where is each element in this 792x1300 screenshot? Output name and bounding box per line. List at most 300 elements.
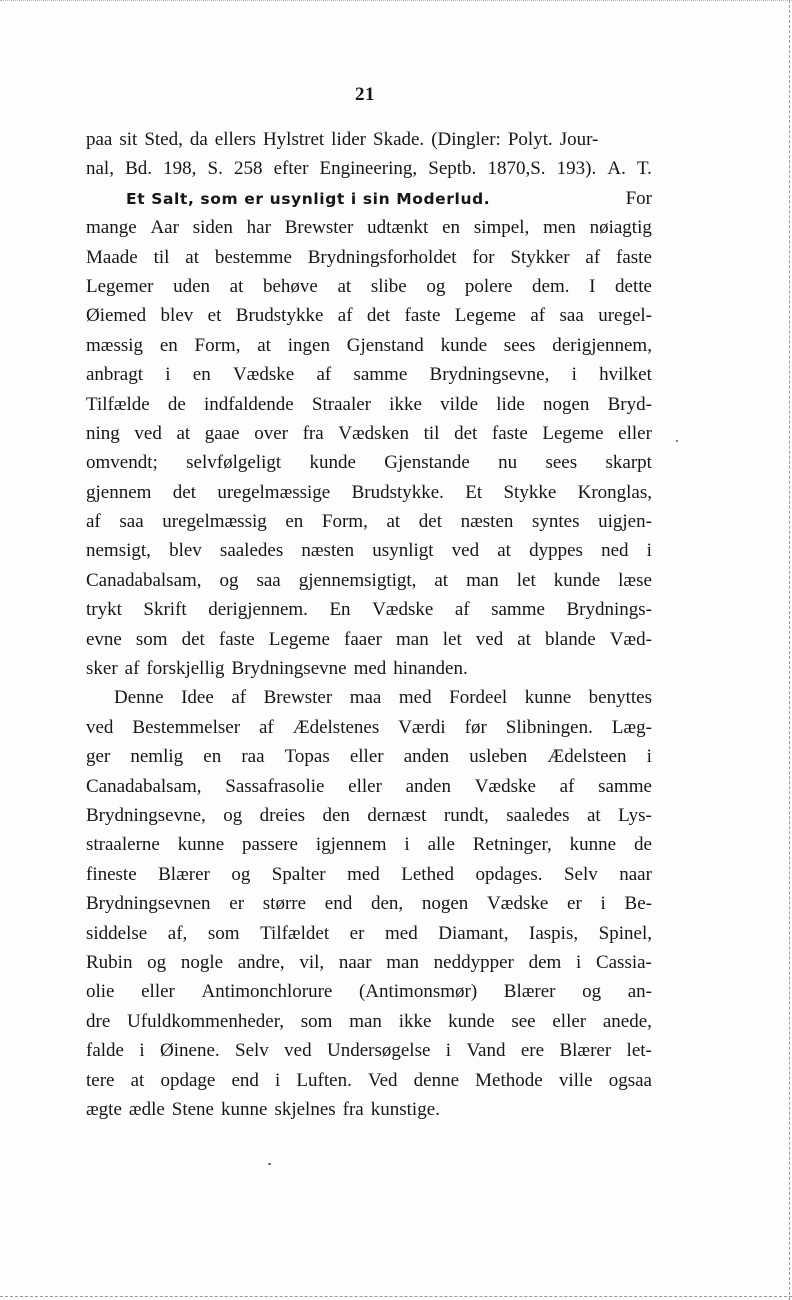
word: Stykker [510,246,570,268]
word: sees [545,452,578,474]
word: forskjellig [146,658,225,680]
word: Brydningsforholdet [307,246,457,268]
word: de [633,834,652,856]
word: Gjenstande [384,452,470,474]
text-line [86,154,652,183]
word: kunne [221,1098,268,1120]
word: (Antimonsmør) [358,981,478,1003]
word: Bestemmelser [132,716,241,738]
word: S. [207,158,223,180]
word: Fordeel [449,687,508,709]
word: Ufuldkommenheder, [127,1010,285,1032]
word: andre, [237,951,285,973]
word: det [366,305,391,327]
word: Væd- [609,628,652,650]
word: gaae [204,422,240,444]
word: dem [528,951,562,973]
word: af [454,599,470,621]
word: ved [86,716,114,738]
word: at [386,511,401,533]
text-line [86,390,652,419]
word: polere [464,275,513,297]
word: uigjen- [598,511,652,533]
word: Læg- [611,716,652,738]
word: Stykke [503,481,557,503]
word: i [275,1069,281,1091]
word: trykt [86,599,122,621]
word: hinanden. [393,658,468,680]
word: dernæst [367,804,427,826]
word: Bd. [125,158,153,180]
page-bottom-edge [0,1295,792,1297]
word: passere [242,834,298,856]
word: Undersøgelse [326,1040,431,1062]
word: af [258,716,274,738]
word: saaledes [219,540,284,562]
word: samme [353,364,408,386]
word: er [567,893,582,915]
word: Ædelstenes [292,716,380,738]
word: den [322,804,350,826]
word: med [385,922,418,944]
word: Legemer [86,275,154,297]
word: naar [338,951,372,973]
word: lider [331,129,366,150]
word: Legeme [542,422,604,444]
word: simpel, [473,217,530,239]
word: Lys- [618,804,652,826]
word: olie [86,981,115,1003]
word: Et [465,481,483,503]
word: Topas [284,746,330,768]
word: en [159,334,178,356]
word: og [147,951,167,973]
word: syntes [532,511,580,533]
word: Bryd- [607,393,652,415]
word: i [575,951,582,973]
word: det [172,481,196,503]
word: omvendt; [86,452,158,474]
word: ved [475,628,504,650]
word: Legeme [454,305,516,327]
word: gjennem [86,481,152,503]
word: Form, [321,511,368,533]
word: eller [348,775,382,797]
word: end [324,893,353,915]
word: opdages. [475,863,543,885]
word: nemlig [130,746,184,768]
word: Luften. [296,1069,352,1091]
word: saa [559,305,584,327]
text-line [86,243,652,272]
text-line [86,713,652,742]
word: Vædske [487,893,549,915]
word: (Dingler: [431,129,501,150]
word: i [404,834,410,856]
word: vil, [299,951,325,973]
word: ville [558,1069,593,1091]
word: usleben [469,746,528,768]
word: Brewster [284,217,354,239]
word: den, [370,893,404,915]
word: blev [160,305,194,327]
word: med [398,687,432,709]
word: uregelmæssig [162,511,267,533]
word: uregel- [598,305,652,327]
word: fineste [86,863,137,885]
word: i [445,1040,452,1062]
word: samme [491,599,545,621]
word: Aar [150,217,179,239]
word: dyppes [529,540,583,562]
word: næsten [301,540,355,562]
word: A. [607,158,626,180]
word: dreies [259,804,306,826]
word: Ædelsteen [547,746,627,768]
word: Brydnings- [566,599,652,621]
word: det [454,422,478,444]
word: og [582,981,602,1003]
word: Idee [181,687,214,709]
word: man [349,1010,382,1032]
word: kunne [524,687,572,709]
word: Øiemed [86,305,147,327]
word: faste [404,305,441,327]
word: Canadabalsam, [86,569,202,591]
word: straalerne [86,834,160,856]
word: et [207,305,222,327]
word: ved [451,540,480,562]
word: at [497,540,511,562]
word: siddelse [86,922,148,944]
text-line [86,536,652,565]
word: en [203,746,222,768]
word: faste [218,628,255,650]
word: større [262,893,307,915]
word: Polyt. [507,129,553,150]
word: En [329,599,351,621]
word: at [229,275,244,297]
word: at [517,628,531,650]
word: Selv [235,1040,269,1062]
word: fra [302,422,324,444]
word: læse [618,569,652,591]
text-line [86,331,652,360]
word: anede, [602,1010,652,1032]
word: udtænkt [367,217,429,239]
word: Brewster [263,687,333,709]
text-line [86,448,652,477]
word: skarpt [605,452,652,474]
word: see [511,1010,536,1032]
word: at [337,275,352,297]
word: efter [273,158,309,180]
word: Straaler [311,393,371,415]
page-top-edge [0,0,792,2]
word: og [426,275,446,297]
word: af [231,687,247,709]
word: sees [503,334,536,356]
word: Be- [624,893,652,915]
word: gjennemsigtigt, [298,569,417,591]
word: er [229,893,245,915]
word: Blærer [158,863,210,885]
word: Skade. [373,129,425,150]
word: let [516,569,536,591]
word: paa [86,129,113,150]
word: Vædsken [338,422,409,444]
word: vilde [440,393,479,415]
word: ægte [86,1098,122,1120]
word: kunstige. [370,1098,440,1120]
word: samme [598,775,652,797]
word: af [585,246,601,268]
section-heading: Et Salt, som er usynligt i sin Moderlud. [126,189,491,208]
word: Vædske [372,599,434,621]
word: Brudstykke [235,305,324,327]
word: Vædske [232,364,295,386]
word: Jour- [559,129,599,150]
word: at [434,569,449,591]
word: eller [552,1010,587,1032]
word: før [464,716,487,738]
word: Gjenstand [346,334,424,356]
word: ellers [214,129,256,150]
word: en [285,511,304,533]
word: Spinel, [598,922,652,944]
word: 193). [556,158,597,180]
word: maa [349,687,382,709]
text-line [86,948,652,977]
word: Rubin [86,951,133,973]
word: man [396,628,429,650]
text-line [86,1066,652,1095]
word: faste [616,246,652,268]
word: dre [86,1010,111,1032]
word: at [130,1069,145,1091]
word: men [543,217,576,239]
word: anden [405,775,451,797]
word: det [181,628,205,650]
word: ere [520,1040,545,1062]
word: uden [173,275,211,297]
word: benyttes [588,687,652,709]
word: neddypper [433,951,514,973]
word: Legeme [268,628,330,650]
word: man [386,951,419,973]
word: tere [86,1069,115,1091]
word: Brydningsevne [231,658,347,680]
word: slibe [370,275,407,297]
word: naar [619,863,652,885]
word: er [349,922,365,944]
word: ger [86,746,111,768]
word: 198, [163,158,197,180]
word: end [231,1069,259,1091]
word: af [124,658,140,680]
word: T. [636,158,652,180]
word: ingen [287,334,330,356]
page-number: 21 [355,84,375,105]
word: usynligt [372,540,434,562]
word: dem. [532,275,570,297]
word: Tilfældet [260,922,330,944]
word: Cassia- [595,951,652,973]
print-speck [676,440,678,442]
word: og [223,804,243,826]
word: dette [615,275,652,297]
word: Denne [114,687,164,709]
word: i [646,540,652,562]
text-line [86,860,652,889]
text-line [86,478,652,507]
word: af [316,364,332,386]
word: i [571,364,577,386]
text-line [86,566,652,595]
word: Brydningsevne, [86,804,206,826]
word: siden [192,217,233,239]
word: Blærer [559,1040,612,1062]
word: falde [86,1040,124,1062]
word: Maade [86,246,138,268]
word: de [167,393,186,415]
word: ning [86,422,120,444]
word: rundt, [443,804,489,826]
word: saaledes [506,804,570,826]
word: sker [86,658,118,680]
word: kunde [448,1010,495,1032]
word: af, [167,922,188,944]
word: af [530,305,546,327]
word: Vand [466,1040,506,1062]
word: med [347,863,380,885]
word: Iaspis, [529,922,579,944]
word: faaer [344,628,382,650]
word: evne [86,628,122,650]
page-right-edge [788,0,790,1300]
body-text [86,125,652,1124]
word: at [586,804,601,826]
word: blande [545,628,596,650]
text-line [86,507,652,536]
word: i [165,364,171,386]
word: denne [413,1069,460,1091]
word: kunne [177,834,225,856]
word: til [423,422,440,444]
word: hvilket [599,364,652,386]
word: saa [119,511,144,533]
word: man [466,569,499,591]
word: med [353,658,387,680]
text-line [86,919,652,948]
word: nu [498,452,518,474]
word: uregelmæssige [217,481,331,503]
word: eller [349,746,384,768]
text-line [86,977,652,1006]
word: Værdi [398,716,446,738]
text-line [86,213,652,242]
word: næsten [460,511,514,533]
text-line [86,1095,652,1124]
word: Retninger, [472,834,552,856]
text-line [86,184,652,213]
word: Spalter [271,863,326,885]
word: derigjennem, [552,334,652,356]
word: Skrift [143,599,187,621]
text-line [86,683,652,712]
word: anden [403,746,450,768]
word: ogsaa [608,1069,652,1091]
word: ikke [389,393,422,415]
word: opdage [160,1069,216,1091]
word: eller [141,981,175,1003]
word: Stene [171,1098,214,1120]
text-line [86,625,652,654]
word: Antimonchlorure [201,981,333,1003]
word: at [185,246,199,268]
word: nal, [86,158,114,180]
word: ved [284,1040,312,1062]
word: af [337,305,353,327]
word: For [625,187,652,209]
word: nøiagtig [589,217,652,239]
word: som [207,922,240,944]
word: selvfølgeligt [186,452,282,474]
text-line [86,830,652,859]
word: sit [119,129,138,150]
word: Engineering, [319,158,418,180]
word: derigjennem. [208,599,308,621]
text-line [86,125,652,154]
word: nogen [542,393,590,415]
text-line [86,419,652,448]
word: Hylstret [262,129,325,150]
word: Form, [194,334,241,356]
word: let [442,628,462,650]
word: Sted, [144,129,183,150]
word: mange [86,217,137,239]
word: af [86,511,101,533]
word: kunde [440,334,488,356]
word: Sassafrasolie [225,775,325,797]
print-speck [268,1163,271,1165]
word: ædle [128,1098,165,1120]
word: Kronglas, [577,481,652,503]
word: mæssig [86,334,144,356]
word: det [418,511,442,533]
word: Diamant, [438,922,509,944]
word: og [231,863,251,885]
word: Canadabalsam, [86,775,202,797]
word: har [246,217,271,239]
word: Selv [563,863,598,885]
word: af [559,775,575,797]
word: Slibningen. [505,716,593,738]
word: raa [241,746,265,768]
word: 258 [233,158,263,180]
text-line [86,1007,652,1036]
word: Tilfælde [86,393,150,415]
word: i [646,746,652,768]
word: an- [627,981,652,1003]
word: ved [134,422,162,444]
word: kunde [309,452,356,474]
word: blev [169,540,202,562]
word: en [442,217,461,239]
word: i [139,1040,145,1062]
word: at [257,334,271,356]
text-line [86,772,652,801]
